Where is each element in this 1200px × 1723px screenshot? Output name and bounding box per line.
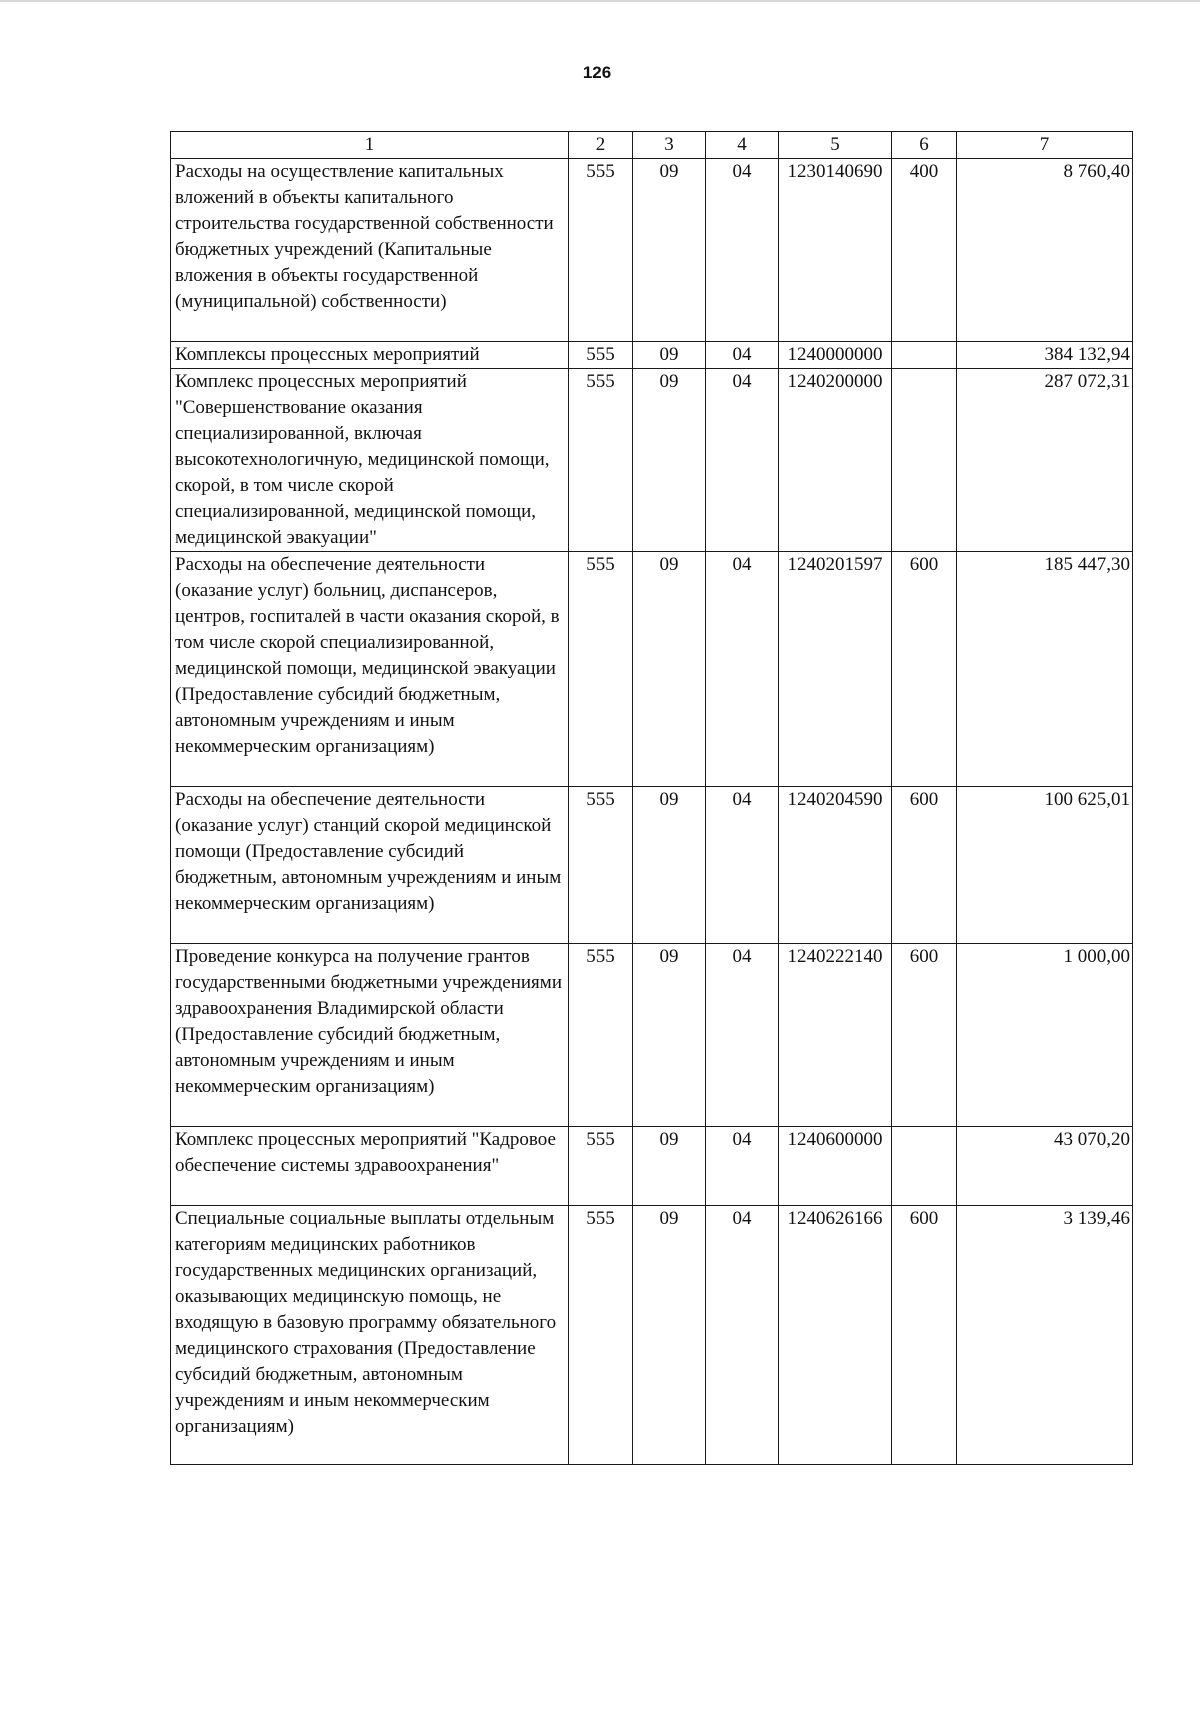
- row-target-article: 1230140690: [779, 159, 892, 342]
- row-section: 09: [633, 369, 706, 552]
- row-subsection: 04: [706, 1127, 779, 1206]
- row-expense-type: [892, 369, 957, 552]
- row-name: Специальные социальные выплаты отдельным категориям медицинских работников государственных медицинских организаций, оказывающих медицинскую помощь, не входящую в базовую программу обязательного медицинского страхования (Предоставление субсидий бюджетным, автономным учреждениям и иным некоммерческим организациям): [171, 1206, 569, 1465]
- header-cell: 7: [957, 132, 1133, 159]
- row-expense-type: [892, 342, 957, 369]
- header-cell: 3: [633, 132, 706, 159]
- row-amount: 43 070,20: [957, 1127, 1133, 1206]
- header-cell: 4: [706, 132, 779, 159]
- row-section: 09: [633, 1127, 706, 1206]
- table-row: [171, 552, 1133, 787]
- row-expense-type: 600: [892, 1206, 957, 1465]
- row-subsection: 04: [706, 787, 779, 944]
- header-cell: 5: [779, 132, 892, 159]
- row-subsection: 04: [706, 552, 779, 787]
- row-expense-type: [892, 1127, 957, 1206]
- row-target-article: 1240600000: [779, 1127, 892, 1206]
- scan-top-edge: [0, 0, 1200, 2]
- row-ministry: 555: [569, 159, 633, 342]
- row-ministry: 555: [569, 369, 633, 552]
- row-subsection: 04: [706, 342, 779, 369]
- row-ministry: 555: [569, 1206, 633, 1465]
- row-subsection: 04: [706, 369, 779, 552]
- row-amount: 3 139,46: [957, 1206, 1133, 1465]
- row-expense-type: 400: [892, 159, 957, 342]
- table-row: [171, 159, 1133, 342]
- row-expense-type: 600: [892, 787, 957, 944]
- row-amount: 100 625,01: [957, 787, 1133, 944]
- row-name: Расходы на осуществление капитальных вложений в объекты капитального строительства государственной собственности бюджетных учреждений (Капитальные вложения в объекты государственной (муниципальной) собственности): [171, 159, 569, 342]
- row-subsection: 04: [706, 944, 779, 1127]
- row-subsection: 04: [706, 1206, 779, 1465]
- table-row: [171, 1206, 1133, 1465]
- row-section: 09: [633, 159, 706, 342]
- header-cell: 6: [892, 132, 957, 159]
- row-section: 09: [633, 1206, 706, 1465]
- row-name: Комплекс процессных мероприятий "Совершенствование оказания специализированной, включая высокотехнологичную, медицинской помощи, скорой, в том числе скорой специализированной, медицинской помощи, медицинской эвакуации": [171, 369, 569, 552]
- row-expense-type: 600: [892, 552, 957, 787]
- table-row: [171, 944, 1133, 1127]
- row-ministry: 555: [569, 787, 633, 944]
- row-section: 09: [633, 787, 706, 944]
- row-subsection: 04: [706, 159, 779, 342]
- row-expense-type: 600: [892, 944, 957, 1127]
- page-number: 126: [582, 63, 612, 82]
- row-target-article: 1240222140: [779, 944, 892, 1127]
- row-target-article: 1240626166: [779, 1206, 892, 1465]
- row-target-article: 1240000000: [779, 342, 892, 369]
- row-ministry: 555: [569, 552, 633, 787]
- row-ministry: 555: [569, 944, 633, 1127]
- table-row: [171, 787, 1133, 944]
- row-amount: 8 760,40: [957, 159, 1133, 342]
- row-amount: 287 072,31: [957, 369, 1133, 552]
- row-name: Расходы на обеспечение деятельности (оказание услуг) больниц, диспансеров, центров, госпиталей в части оказания скорой, в том числе скорой специализированной, медицинской помощи, медицинской эвакуации (Предоставление субсидий бюджетным, автономным учреждениям и иным некоммерческим организациям): [171, 552, 569, 787]
- row-name: Комплексы процессных мероприятий: [171, 342, 569, 369]
- table-row: [171, 1127, 1133, 1206]
- row-name: Комплекс процессных мероприятий "Кадровое обеспечение системы здравоохранения": [171, 1127, 569, 1206]
- table-row: [171, 342, 1133, 369]
- row-ministry: 555: [569, 1127, 633, 1206]
- row-target-article: 1240200000: [779, 369, 892, 552]
- row-section: 09: [633, 944, 706, 1127]
- budget-table: [170, 131, 1133, 1465]
- row-amount: 384 132,94: [957, 342, 1133, 369]
- row-amount: 185 447,30: [957, 552, 1133, 787]
- row-section: 09: [633, 552, 706, 787]
- row-ministry: 555: [569, 342, 633, 369]
- row-name: Проведение конкурса на получение грантов государственными бюджетными учреждениями здравоохранения Владимирской области (Предоставление субсидий бюджетным, автономным учреждениям и иным некоммерческим организациям): [171, 944, 569, 1127]
- row-name: Расходы на обеспечение деятельности (оказание услуг) станций скорой медицинской помощи (Предоставление субсидий бюджетным, автономным учреждениям и иным некоммерческим организациям): [171, 787, 569, 944]
- row-target-article: 1240201597: [779, 552, 892, 787]
- header-cell: 2: [569, 132, 633, 159]
- row-target-article: 1240204590: [779, 787, 892, 944]
- row-section: 09: [633, 342, 706, 369]
- header-cell: 1: [171, 132, 569, 159]
- row-amount: 1 000,00: [957, 944, 1133, 1127]
- table-row: [171, 369, 1133, 552]
- table-header-row: [171, 132, 1133, 159]
